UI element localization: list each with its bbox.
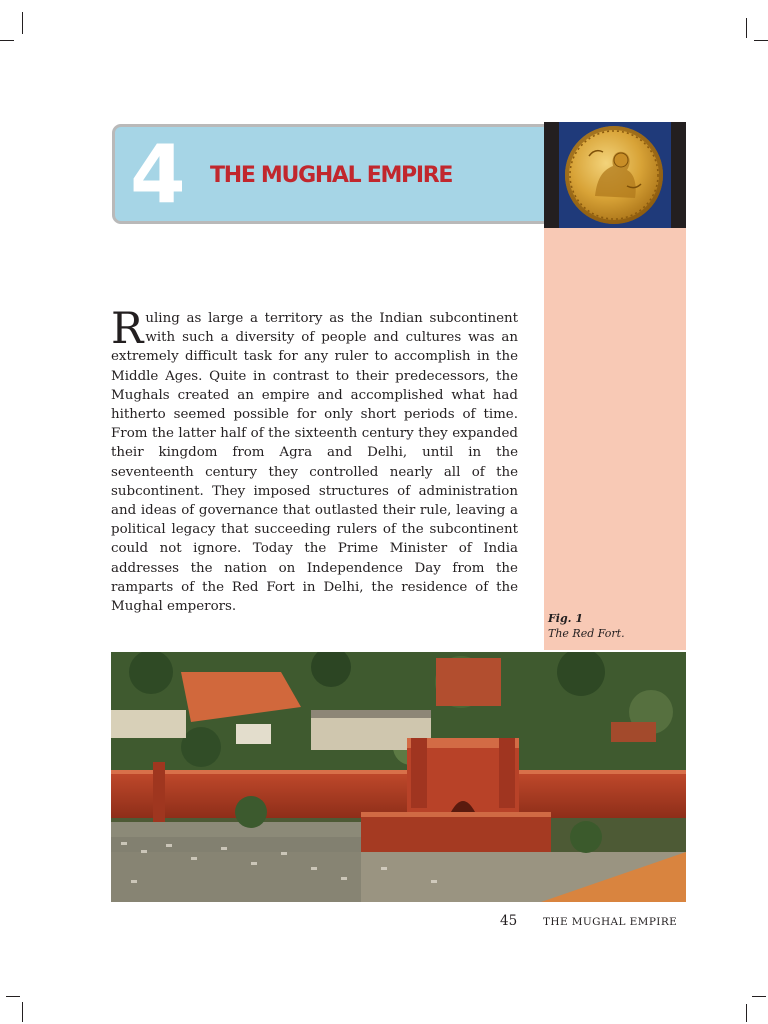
crop-mark-top-left-v: [22, 12, 23, 34]
gold-mughal-coin-icon: [565, 126, 663, 224]
coin-image: [559, 122, 671, 228]
opening-paragraph: [111, 304, 518, 616]
chapter-number: 4: [130, 128, 186, 221]
paragraph-text: uling as large a territory as the Indian subcontinent with such a diversity of people and cultures was an extremely difficult task for any ruler to accomplish in the Middle Ages. Quite in contrast to their predecessors, the Mughals created an empire and accomplished what had hitherto seemed possible for only short periods of time. From the latter half of the sixteenth century they expanded their kingdom from Agra and Delhi, until in the seventeenth century they controlled nearly all of the subcontinent. They imposed structures of administration and ideas of governance that outlasted their rule, leaving a political legacy that succeeding rulers of the subcontinent could not ignore. Today the Prime Minister of India addresses the nation on Independence Day from the ramparts of the Red Fort in Delhi, the residence of the Mughal emperors.: [111, 311, 518, 615]
crop-mark-top-left-h: [0, 40, 14, 41]
crop-mark-top-right-v: [746, 18, 747, 38]
crop-mark-bottom-left-v: [22, 1002, 23, 1022]
page-number: 45: [500, 913, 518, 929]
chapter-title: THE MUGHAL EMPIRE: [210, 163, 453, 188]
figure-caption: The Red Fort.: [548, 627, 625, 640]
running-head: THE MUGHAL EMPIRE: [543, 916, 678, 928]
crop-mark-bottom-right-v: [746, 1004, 747, 1022]
crop-mark-bottom-right-h: [752, 996, 766, 997]
figure-label: Fig. 1: [548, 612, 583, 625]
dropcap-letter: R: [111, 304, 144, 354]
red-fort-photo: [111, 652, 686, 902]
crop-mark-top-right-h: [754, 40, 768, 41]
crop-mark-bottom-left-h: [6, 996, 20, 997]
